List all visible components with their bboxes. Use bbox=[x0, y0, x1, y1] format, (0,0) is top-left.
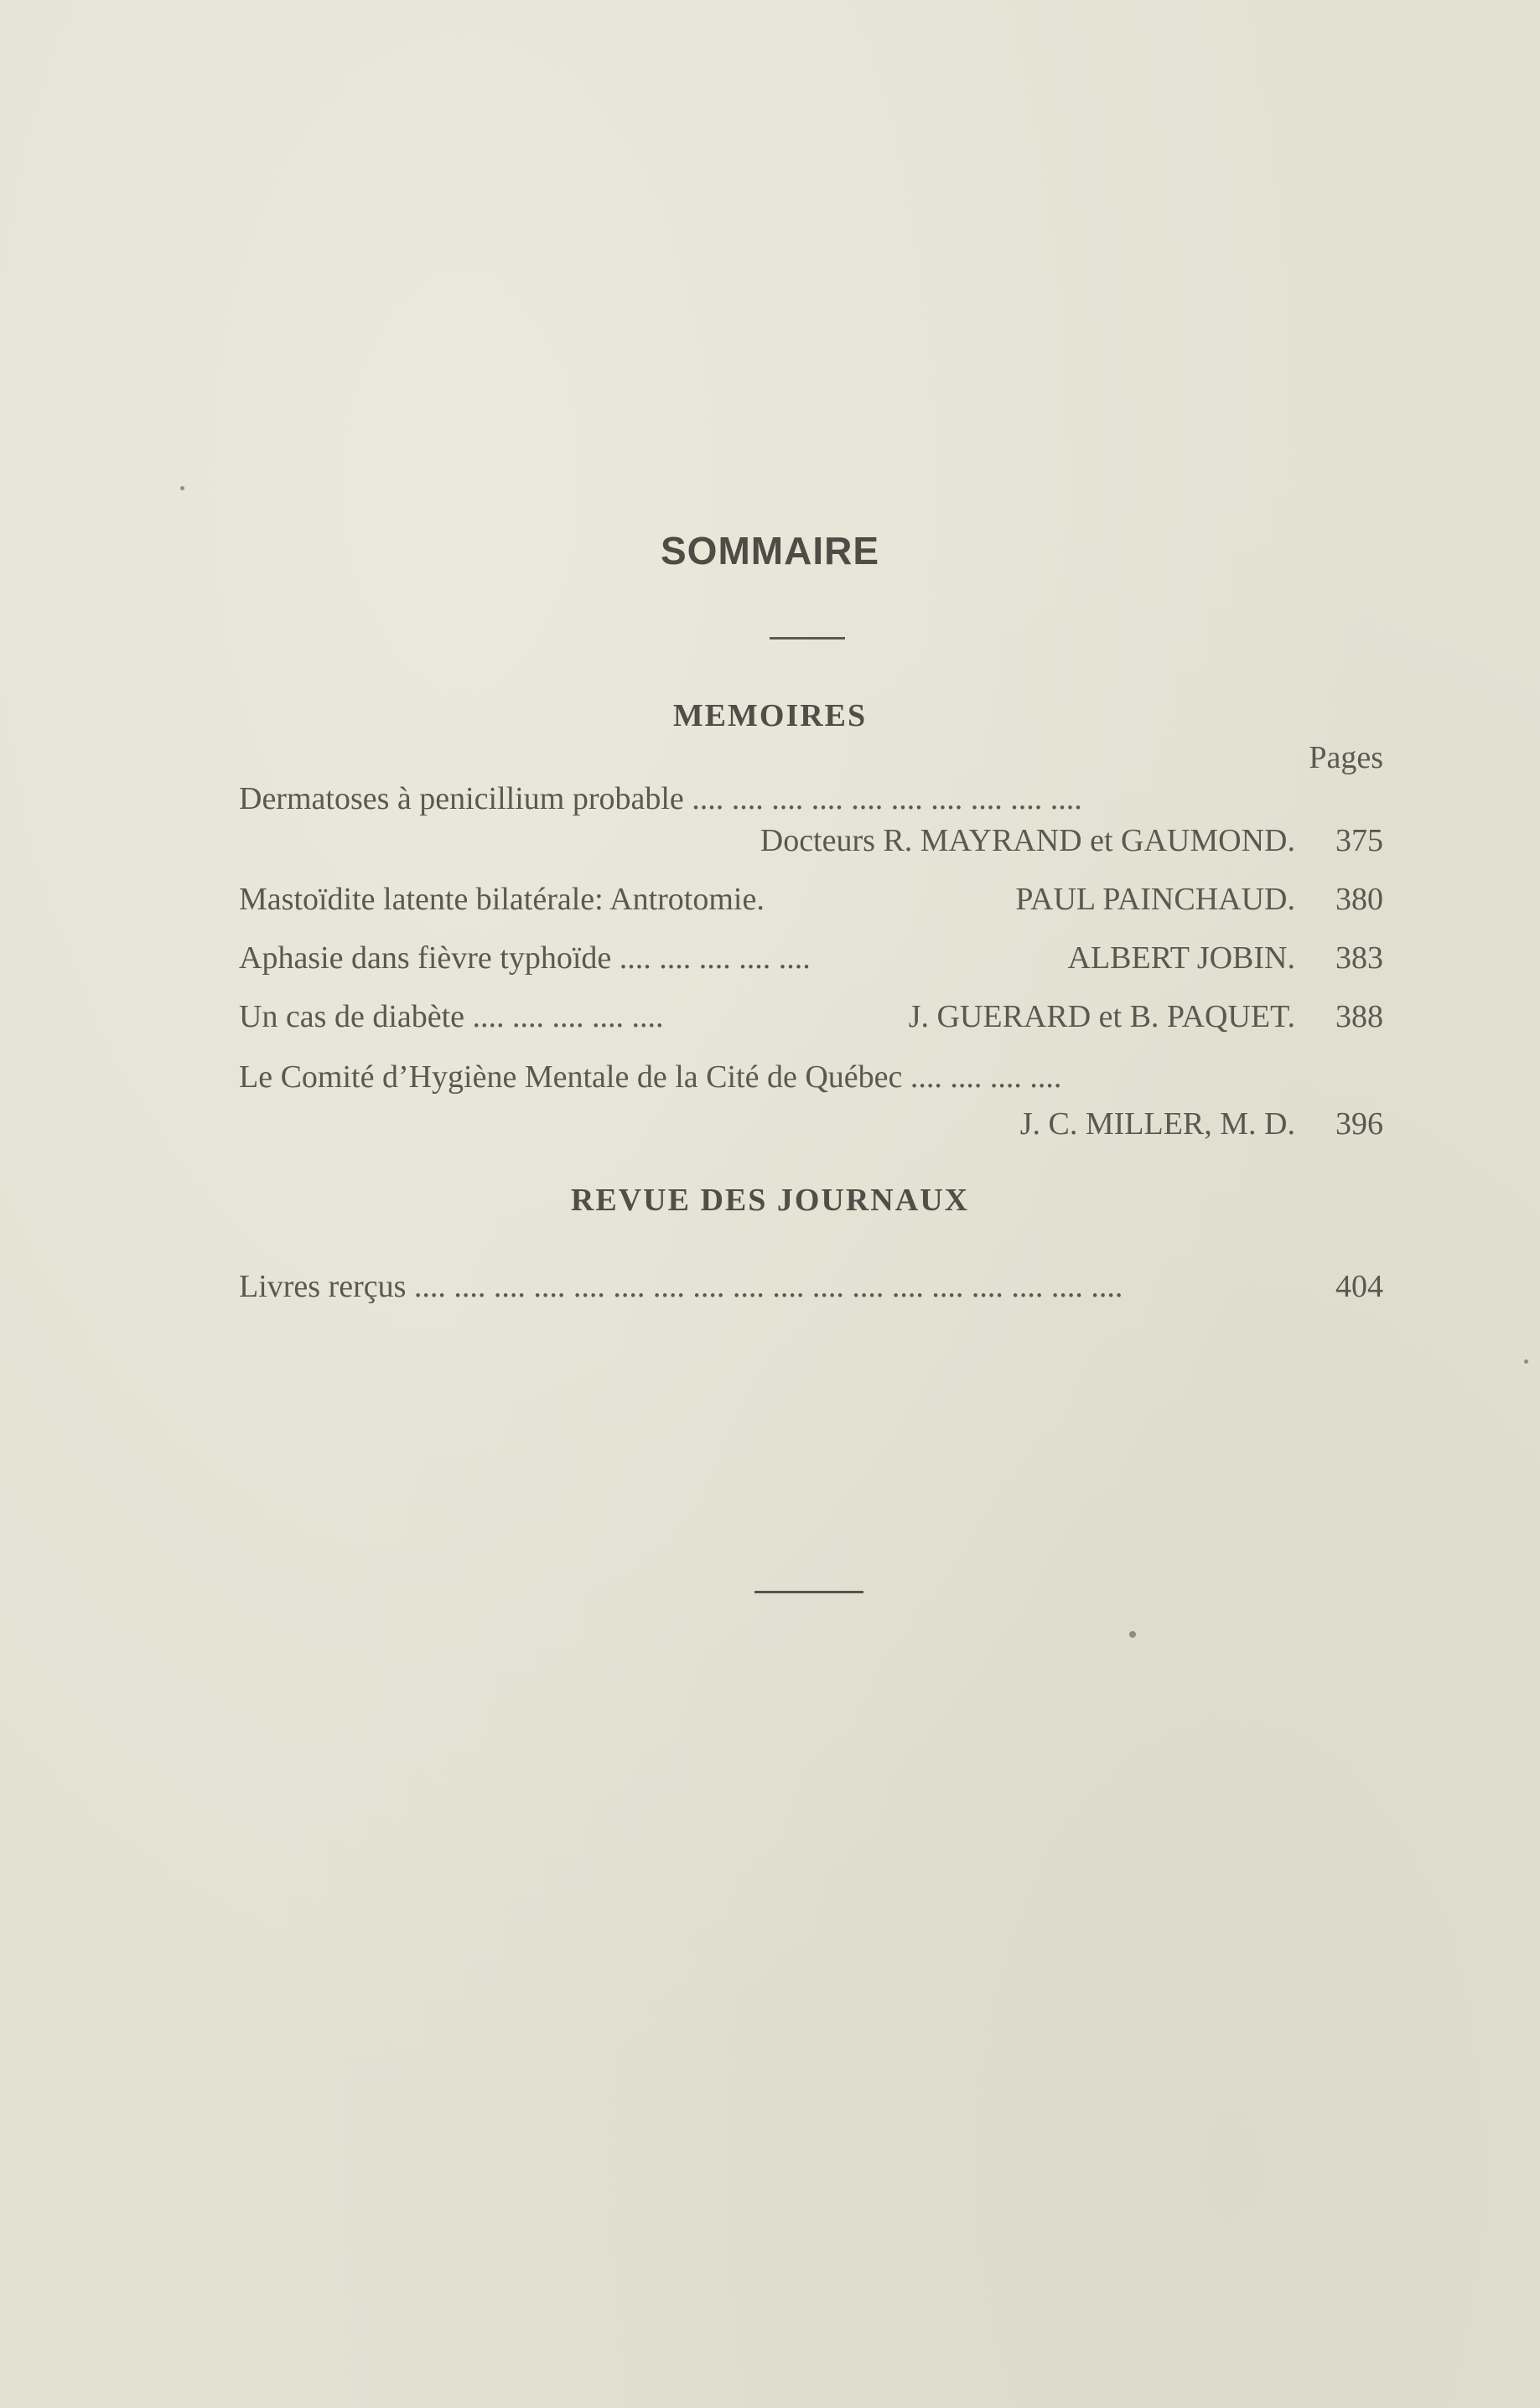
toc-entry-title-text: Dermatoses à penicillium probable .... .... .... .... .... .... .... .... .... .... bbox=[239, 781, 1082, 816]
title-divider bbox=[770, 637, 845, 640]
toc-entry-author: J. GUERARD et B. PAQUET. bbox=[908, 999, 1295, 1034]
toc-entry-page: 396 bbox=[1335, 1106, 1383, 1142]
paper-speck bbox=[1524, 1359, 1528, 1364]
bottom-divider bbox=[754, 1591, 863, 1593]
page-title: SOMMAIRE bbox=[661, 529, 879, 572]
toc-entry bbox=[239, 1267, 1383, 1306]
toc-entry-title-text: Le Comité d’Hygiène Mentale de la Cité de Québec .... .... .... .... bbox=[239, 1059, 1062, 1095]
toc-entry-page: 380 bbox=[1335, 882, 1383, 917]
toc-entry-title-text: Un cas de diabète .... .... .... .... .... bbox=[239, 999, 664, 1034]
toc-entry-title-text: Mastoïdite latente bilatérale: Antrotomie. bbox=[239, 882, 765, 917]
toc-entry bbox=[239, 939, 1383, 977]
toc-entry-page: 383 bbox=[1335, 940, 1383, 976]
toc-entry-author-line bbox=[239, 1105, 1383, 1143]
paper-speck bbox=[180, 486, 184, 490]
toc-entry-author: ALBERT JOBIN. bbox=[1067, 940, 1295, 976]
toc-entry-author-line bbox=[239, 821, 1383, 860]
toc-entry-page: 404 bbox=[1335, 1269, 1383, 1304]
toc-entry-page: 388 bbox=[1335, 999, 1383, 1034]
pages-column-label: Pages bbox=[1309, 740, 1383, 775]
toc-entry bbox=[239, 880, 1383, 919]
toc-entry-title-text: Aphasie dans fièvre typhoïde .... .... .... .... .... bbox=[239, 940, 811, 976]
toc-entry-title bbox=[239, 1058, 1383, 1096]
toc-entry-title-text: Livres rerçus .... .... .... .... .... .... .... .... .... .... .... .... .... .... .... .... .... .... bbox=[239, 1269, 1123, 1304]
toc-entry-page: 375 bbox=[1335, 823, 1383, 858]
toc-entry-title bbox=[239, 779, 1383, 818]
section-heading-revue: REVUE DES JOURNAUX bbox=[570, 1183, 970, 1218]
toc-entry-author: J. C. MILLER, M. D. bbox=[1019, 1106, 1295, 1142]
toc-entry bbox=[239, 997, 1383, 1036]
paper-speck bbox=[1129, 1631, 1136, 1638]
toc-entry-author: Docteurs R. MAYRAND et GAUMOND. bbox=[760, 823, 1295, 858]
toc-entry-author: PAUL PAINCHAUD. bbox=[1015, 882, 1295, 917]
section-heading-memoires: MEMOIRES bbox=[672, 698, 868, 733]
